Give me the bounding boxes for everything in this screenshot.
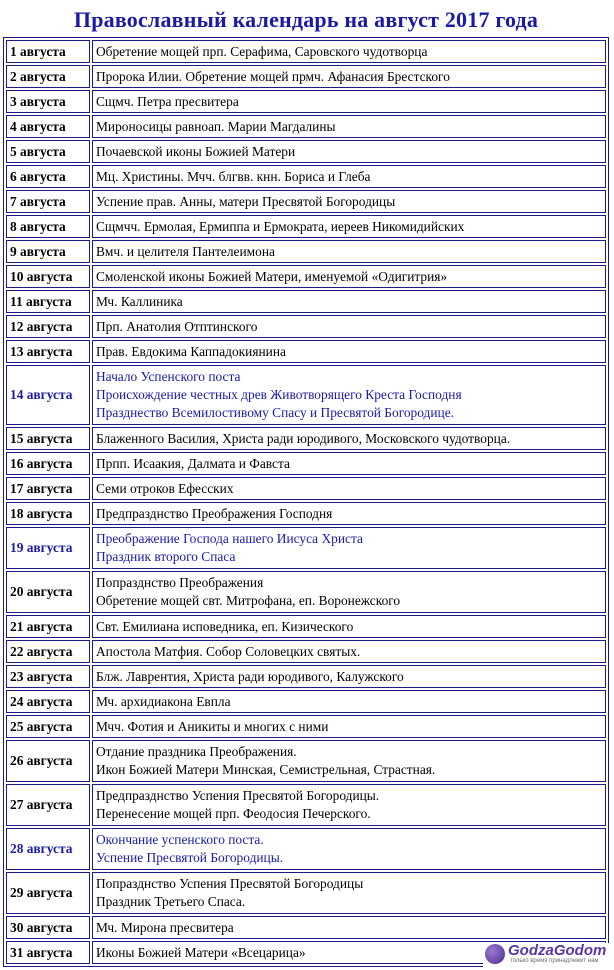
event-line: Праздник второго Спаса [96, 549, 236, 564]
logo-globe-icon [485, 944, 505, 964]
row-date: 20 августа [6, 571, 90, 613]
row-date: 30 августа [6, 916, 90, 939]
row-date: 17 августа [6, 477, 90, 500]
calendar-row [6, 265, 606, 288]
row-event [92, 265, 606, 288]
row-event [92, 190, 606, 213]
row-date: 11 августа [6, 290, 90, 313]
event-line: Смоленской иконы Божией Матери, именуемой «Одигитрия» [96, 268, 448, 284]
event-line: Блж. Лаврентия, Христа ради юродивого, Калужского [96, 668, 404, 684]
event-line: Мчч. Фотия и Аникиты и многих с ними [96, 718, 329, 734]
calendar-row [6, 215, 606, 238]
row-event [92, 90, 606, 113]
event-line: Мч. Каллиника [96, 293, 183, 309]
row-event [92, 427, 606, 450]
event-line: Празднество Всемилостивому Спасу и Пресвятой Богородице. [96, 405, 454, 420]
row-event [92, 140, 606, 163]
row-date: 19 августа [6, 527, 90, 569]
event-line: Успение Пресвятой Богородицы. [96, 850, 284, 865]
calendar-row [6, 527, 606, 569]
event-line: Предпразднство Преображения Господня [96, 505, 333, 521]
event-line: Отдание праздника Преображения. [96, 744, 297, 759]
row-event [92, 916, 606, 939]
event-line: Сщмчч. Ермолая, Ермиппа и Ермократа, иереев Никомидийских [96, 218, 465, 234]
calendar-row [6, 65, 606, 88]
row-event [92, 215, 606, 238]
event-line: Прпп. Исаакия, Далмата и Фавста [96, 455, 290, 471]
row-date: 13 августа [6, 340, 90, 363]
row-date: 9 августа [6, 240, 90, 263]
calendar-row [6, 665, 606, 688]
row-event [92, 240, 606, 263]
calendar-row [6, 916, 606, 939]
row-date: 1 августа [6, 40, 90, 63]
row-date: 25 августа [6, 715, 90, 738]
calendar-page [3, 3, 609, 967]
event-line: Мц. Христины. Мчч. блгвв. кнн. Бориса и Глеба [96, 168, 371, 184]
calendar-row [6, 784, 606, 826]
calendar-row [6, 872, 606, 914]
row-date: 3 августа [6, 90, 90, 113]
calendar-row [6, 477, 606, 500]
logo-tagline: только время принадлежит нам [510, 958, 599, 964]
row-date: 22 августа [6, 640, 90, 663]
event-line: Блаженного Василия, Христа ради юродивого, Московского чудотворца. [96, 430, 511, 446]
row-date: 2 августа [6, 65, 90, 88]
row-event [92, 315, 606, 338]
row-date: 7 августа [6, 190, 90, 213]
logo-name: GodzaGodom [508, 942, 607, 959]
calendar-row [6, 828, 606, 870]
event-line: Семи отроков Ефесских [96, 480, 234, 496]
row-date: 8 августа [6, 215, 90, 238]
event-line: Мч. Мирона пресвитера [96, 919, 234, 935]
row-event [92, 828, 606, 870]
event-line: Свт. Емилиана исповедника, еп. Кизического [96, 618, 354, 634]
row-date: 18 августа [6, 502, 90, 525]
row-event [92, 452, 606, 475]
event-line: Мч. архидиакона Евпла [96, 693, 231, 709]
calendar-row [6, 740, 606, 782]
row-event [92, 690, 606, 713]
row-event [92, 571, 606, 613]
row-event [92, 40, 606, 63]
event-line: Попразднство Успения Пресвятой Богородицы [96, 876, 364, 891]
calendar-row [6, 365, 606, 425]
site-logo[interactable] [483, 943, 611, 967]
calendar-row [6, 115, 606, 138]
row-date: 4 августа [6, 115, 90, 138]
event-line: Сщмч. Петра пресвитера [96, 93, 239, 109]
calendar-row [6, 571, 606, 613]
row-event [92, 640, 606, 663]
row-event [92, 715, 606, 738]
event-line: Апостола Матфия. Собор Соловецких святых. [96, 643, 361, 659]
row-date: 12 августа [6, 315, 90, 338]
calendar-row [6, 640, 606, 663]
event-line: Успение прав. Анны, матери Пресвятой Богородицы [96, 193, 396, 209]
event-line: Пророка Илии. Обретение мощей прмч. Афанасия Брестского [96, 68, 450, 84]
page-title: Православный календарь на август 2017 года [73, 7, 539, 32]
row-event [92, 872, 606, 914]
event-line: Мироносицы равноап. Марии Магдалины [96, 118, 336, 134]
calendar-row [6, 190, 606, 213]
row-date: 27 августа [6, 784, 90, 826]
row-event [92, 502, 606, 525]
event-line: Окончание успенского поста. [96, 832, 264, 847]
calendar-row [6, 502, 606, 525]
calendar-row [6, 615, 606, 638]
calendar-row [6, 427, 606, 450]
row-date: 6 августа [6, 165, 90, 188]
calendar-row [6, 340, 606, 363]
row-event [92, 365, 606, 425]
event-line: Почаевской иконы Божией Матери [96, 143, 296, 159]
calendar-row [6, 690, 606, 713]
row-event [92, 165, 606, 188]
row-date: 31 августа [6, 941, 90, 964]
calendar-row [6, 715, 606, 738]
event-line: Преображение Господа нашего Иисуса Христа [96, 531, 363, 546]
calendar-row [6, 240, 606, 263]
row-date: 16 августа [6, 452, 90, 475]
row-event [92, 290, 606, 313]
row-date: 24 августа [6, 690, 90, 713]
row-event [92, 65, 606, 88]
row-event [92, 665, 606, 688]
event-line: Предпразднство Успения Пресвятой Богородицы. [96, 788, 380, 803]
event-line: Прп. Анатолия Отптинского [96, 318, 258, 334]
row-date: 5 августа [6, 140, 90, 163]
row-date: 15 августа [6, 427, 90, 450]
row-date: 21 августа [6, 615, 90, 638]
event-line: Попразднство Преображения [96, 575, 264, 590]
calendar-row [6, 40, 606, 63]
row-event [92, 527, 606, 569]
event-line: Начало Успенского поста [96, 369, 241, 384]
event-line: Икон Божией Матери Минская, Семистрельная, Страстная. [96, 762, 436, 777]
event-line: Прав. Евдокима Каппадокиянина [96, 343, 286, 359]
row-date: 23 августа [6, 665, 90, 688]
calendar-row [6, 315, 606, 338]
event-line: Иконы Божией Матери «Всецарица» [96, 944, 306, 960]
calendar-row [6, 90, 606, 113]
event-line: Перенесение мощей прп. Феодосия Печерского. [96, 806, 371, 821]
event-line: Обретение мощей прп. Серафима, Саровского чудотворца [96, 43, 428, 59]
row-date: 29 августа [6, 872, 90, 914]
row-event [92, 784, 606, 826]
calendar-row [6, 140, 606, 163]
event-line: Происхождение честных древ Животворящего Креста Господня [96, 387, 462, 402]
row-date: 26 августа [6, 740, 90, 782]
event-line: Вмч. и целителя Пантелеимона [96, 243, 275, 259]
calendar-row [6, 165, 606, 188]
event-line: Праздник Третьего Спаса. [96, 894, 246, 909]
row-event [92, 740, 606, 782]
row-date: 28 августа [6, 828, 90, 870]
row-event [92, 477, 606, 500]
row-date: 14 августа [6, 365, 90, 425]
calendar-body [6, 40, 606, 964]
event-line: Обретение мощей свт. Митрофана, еп. Воронежского [96, 593, 401, 608]
row-event [92, 115, 606, 138]
row-event [92, 340, 606, 363]
row-event [92, 615, 606, 638]
calendar-row [6, 452, 606, 475]
calendar-table [3, 37, 609, 967]
calendar-row [6, 290, 606, 313]
row-date: 10 августа [6, 265, 90, 288]
